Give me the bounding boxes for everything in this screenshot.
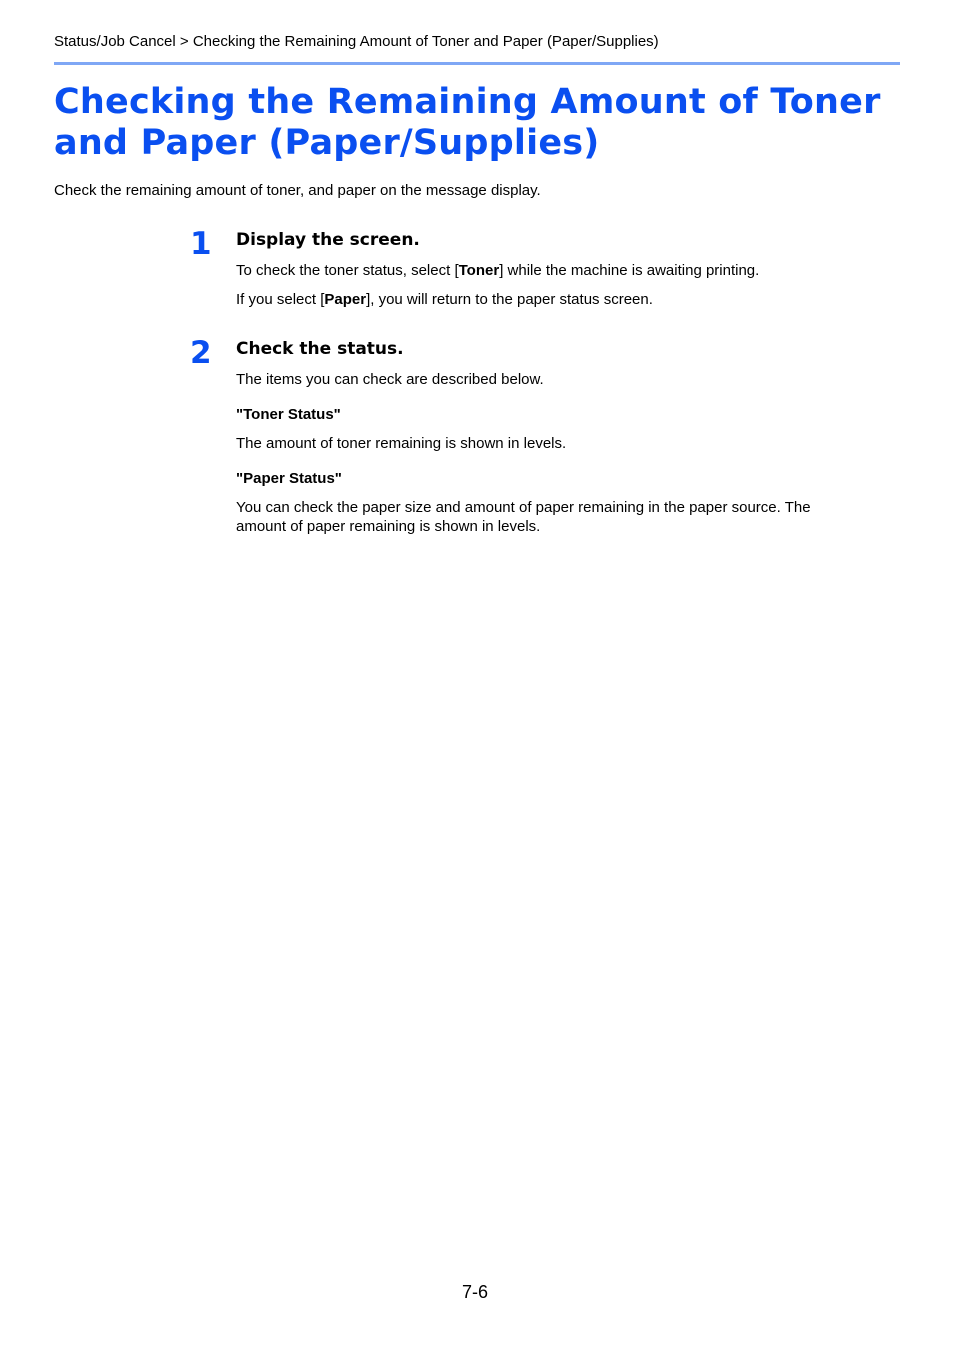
page-title: Checking the Remaining Amount of Toner and Paper (Paper/Supplies) <box>54 82 881 163</box>
breadcrumb: Status/Job Cancel > Checking the Remaining Amount of Toner and Paper (Paper/Supplies) <box>54 33 659 50</box>
step-1-number: 1 <box>190 226 212 262</box>
step-1-instruction-2-suffix: ], you will return to the paper status screen. <box>366 291 653 308</box>
step-1-instruction-2-prefix: If you select [ <box>236 291 325 308</box>
step-2-number: 2 <box>190 335 212 371</box>
step-1-instruction-2 <box>236 290 653 309</box>
paper-key-label: Paper <box>324 291 367 308</box>
step-1-instruction-1 <box>236 261 759 280</box>
step-1-heading: Display the screen. <box>236 230 420 250</box>
step-2-text: The items you can check are described below. <box>236 371 544 388</box>
step-1-instruction-1-suffix: ] while the machine is awaiting printing. <box>499 262 760 279</box>
paper-status-description: You can check the paper size and amount of paper remaining in the paper source. The amount of paper remaining is shown in levels. <box>236 499 811 535</box>
intro-text: Check the remaining amount of toner, and paper on the message display. <box>54 182 541 199</box>
toner-key-label: Toner <box>458 262 500 279</box>
step-2-heading: Check the status. <box>236 339 404 359</box>
toner-status-description: The amount of toner remaining is shown in levels. <box>236 435 567 452</box>
paper-status-label: "Paper Status" <box>236 470 342 487</box>
header-divider <box>54 62 900 65</box>
step-1-instruction-1-prefix: To check the toner status, select [ <box>236 262 459 279</box>
toner-status-label: "Toner Status" <box>236 406 341 423</box>
page-number: 7-6 <box>462 1282 489 1302</box>
